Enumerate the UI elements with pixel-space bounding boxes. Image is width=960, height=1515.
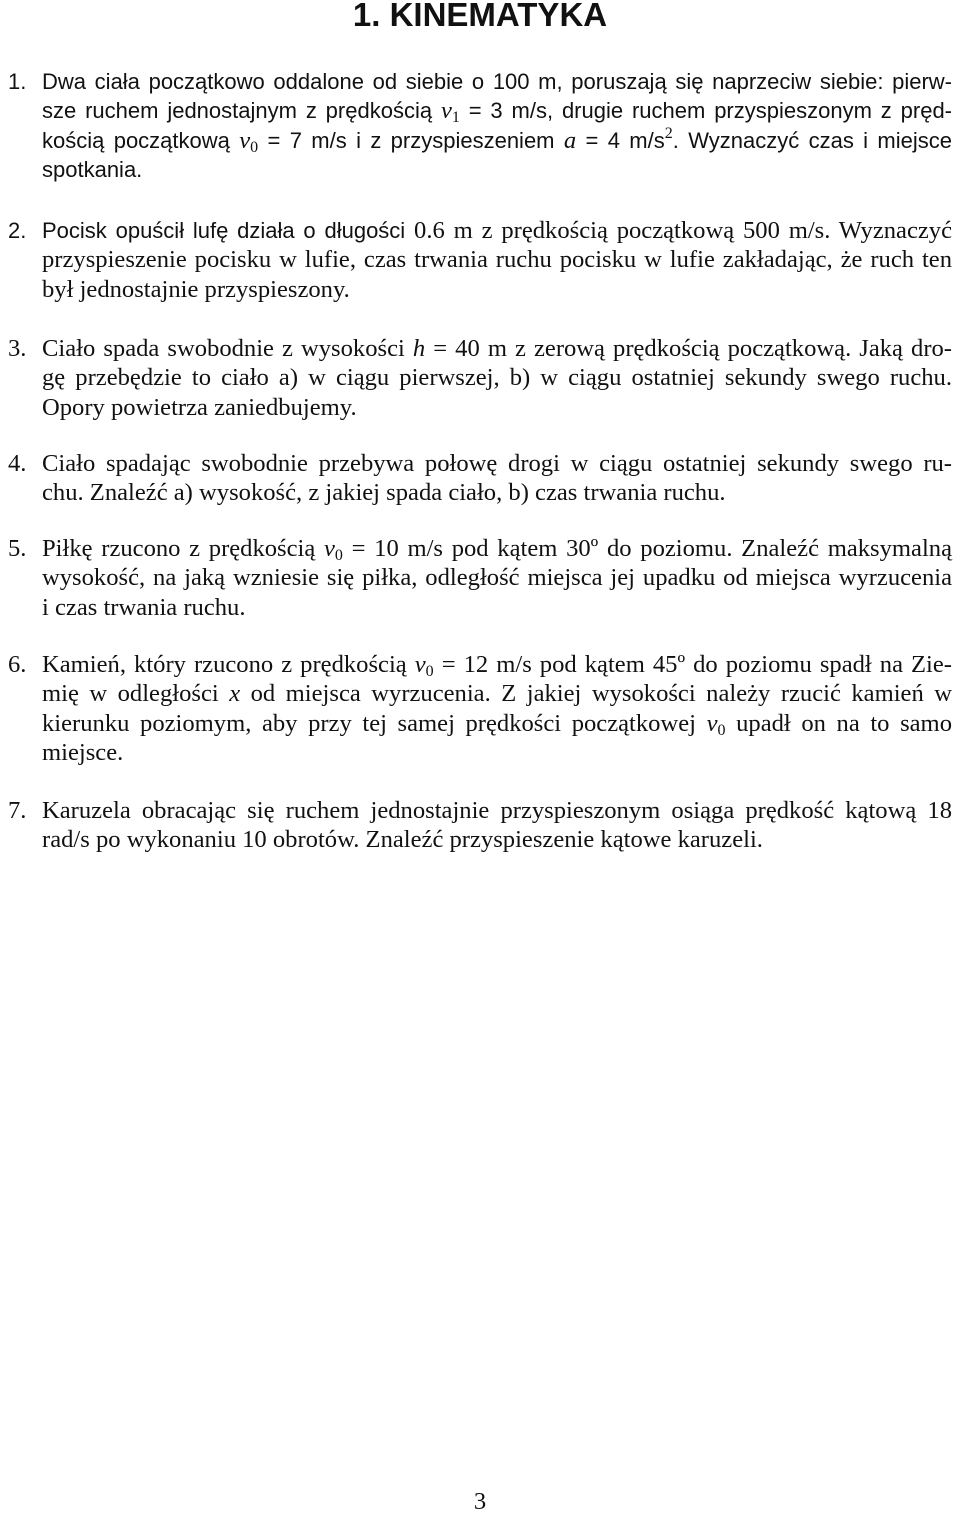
problem-text: Ciało spadając swobodnie przebywa połowę drogi w ciągu ostatniej sekundy swego ru- bbox=[42, 450, 952, 477]
subscript: 0 bbox=[250, 138, 259, 156]
problem-line bbox=[42, 738, 952, 767]
problem-body bbox=[42, 796, 952, 855]
problem-text: Karuzela obracając się ruchem jednostajnie przyspieszonym osiąga prędkość kątową 18 bbox=[42, 797, 952, 824]
problem-text: Ciało spada swobodnie z wysokości bbox=[42, 335, 413, 362]
variable-v: v bbox=[324, 535, 335, 562]
problem-text: Kamień, który rzucono z prędkością bbox=[42, 651, 415, 678]
problem-text: Opory powietrza zaniedbujemy. bbox=[42, 393, 357, 421]
problem-body bbox=[42, 216, 952, 304]
problem-line bbox=[42, 216, 952, 245]
problem-line bbox=[42, 245, 952, 274]
problem-number: 7. bbox=[8, 797, 27, 824]
problem-text: Piłkę rzucono z prędkością bbox=[42, 535, 324, 562]
problem-line bbox=[42, 593, 952, 622]
variable-v: v bbox=[440, 97, 452, 125]
problem-text: . Wyznaczyć czas i miejsce bbox=[672, 127, 952, 153]
problem-line bbox=[42, 478, 952, 507]
problem-text: chu. Znaleźć a) wysokość, z jakiej spada ciało, b) czas trwania ruchu. bbox=[42, 479, 726, 507]
problem-line bbox=[42, 796, 952, 825]
problem-body bbox=[42, 449, 952, 508]
page-title: 1. KINEMATYKA bbox=[352, 0, 608, 33]
problem-text: Pocisk opuścił lufę działa o długości bbox=[42, 218, 406, 243]
problem-line bbox=[42, 275, 952, 304]
problem-line bbox=[42, 393, 952, 422]
problem-line bbox=[42, 363, 952, 392]
problem-number: 6. bbox=[8, 651, 27, 678]
problem-text: 0.6 m z prędkością początkową 500 m/s. Wyznaczyć bbox=[405, 217, 952, 244]
problem-number: 5. bbox=[8, 535, 27, 562]
subscript: 1 bbox=[451, 109, 460, 127]
problem-text: = 7 m/s i z przyspieszeniem bbox=[258, 127, 564, 153]
problem-text: kością początkową bbox=[42, 127, 240, 153]
superscript: 2 bbox=[664, 124, 673, 142]
page-number: 3 bbox=[473, 1488, 487, 1515]
problem-text: spotkania. bbox=[42, 157, 143, 183]
problem-text: miejsce. bbox=[42, 739, 124, 767]
problem-line bbox=[42, 709, 952, 738]
problem-text: mię w odległości bbox=[42, 680, 230, 708]
variable-v: v bbox=[706, 709, 718, 737]
problem-line bbox=[42, 67, 952, 96]
problem-text: rad/s po wykonaniu 10 obrotów. Znaleźć przyspieszenie kątowe karuzeli. bbox=[42, 826, 763, 854]
problem-text: gę przebędzie to ciało a) w ciągu pierwszej, b) w ciągu ostatniej sekundy swego ruchu. bbox=[42, 364, 952, 392]
problem-text: był jednostajnie przyspieszony. bbox=[42, 275, 350, 303]
problem-line bbox=[42, 155, 952, 184]
problem-line bbox=[42, 534, 952, 563]
problem-number: 3. bbox=[8, 335, 27, 362]
problem-text: = 10 m/s pod kątem 30º do poziomu. Znaleźć maksymalną bbox=[342, 535, 952, 562]
problem-text: kierunku poziomym, aby przy tej samej prędkości początkowej bbox=[42, 709, 707, 737]
problem-text: sze ruchem jednostajnym z prędkością bbox=[42, 98, 441, 124]
variable-x: x bbox=[229, 680, 241, 708]
subscript: 0 bbox=[334, 547, 343, 564]
problem-text: = 12 m/s pod kątem 45º do poziomu spadł na Zie- bbox=[433, 651, 952, 678]
problem-number: 1. bbox=[8, 69, 27, 94]
problem-number: 4. bbox=[8, 450, 27, 477]
problem-text: od miejsca wyrzucenia. Z jakiej wysokości należy rzucić kamień w bbox=[240, 680, 952, 708]
problem-text: upadł on na to samo bbox=[725, 709, 952, 737]
problem-text: przyspieszenie pocisku w lufie, czas trwania ruchu pocisku w lufie zakładając, że ruch ten bbox=[42, 246, 952, 274]
problem-line bbox=[42, 650, 952, 679]
problem-body bbox=[42, 650, 952, 768]
variable-h: h bbox=[412, 335, 426, 362]
problem-number: 2. bbox=[8, 218, 27, 243]
subscript: 0 bbox=[717, 721, 726, 739]
problem-line bbox=[42, 563, 952, 592]
problem-line bbox=[42, 334, 952, 363]
problem-text: = 40 m z zerową prędkością początkową. Jaką dro- bbox=[425, 335, 952, 362]
problem-line bbox=[42, 126, 952, 155]
problem-text: i czas trwania ruchu. bbox=[42, 593, 246, 621]
problem-text: = 4 m/s bbox=[576, 127, 665, 153]
problem-line bbox=[42, 96, 952, 125]
problem-line bbox=[42, 825, 952, 854]
problem-text: wysokość, na jaką wzniesie się piłka, odległość miejsca jej upadku od miejsca wyrzucenia bbox=[42, 564, 952, 592]
problem-body bbox=[42, 334, 952, 422]
problem-line bbox=[42, 449, 952, 478]
problem-text: = 3 m/s, drugie ruchem przyspieszonym z pręd- bbox=[459, 98, 952, 124]
problem-body bbox=[42, 534, 952, 622]
problem-body bbox=[42, 67, 952, 185]
subscript: 0 bbox=[425, 663, 434, 680]
variable-a: a bbox=[563, 126, 577, 154]
problem-text: Dwa ciała początkowo oddalone od siebie o 100 m, poruszają się naprzeciw siebie: pierw- bbox=[42, 69, 952, 94]
problem-line bbox=[42, 679, 952, 708]
variable-v: v bbox=[414, 651, 426, 678]
variable-v: v bbox=[239, 126, 251, 154]
